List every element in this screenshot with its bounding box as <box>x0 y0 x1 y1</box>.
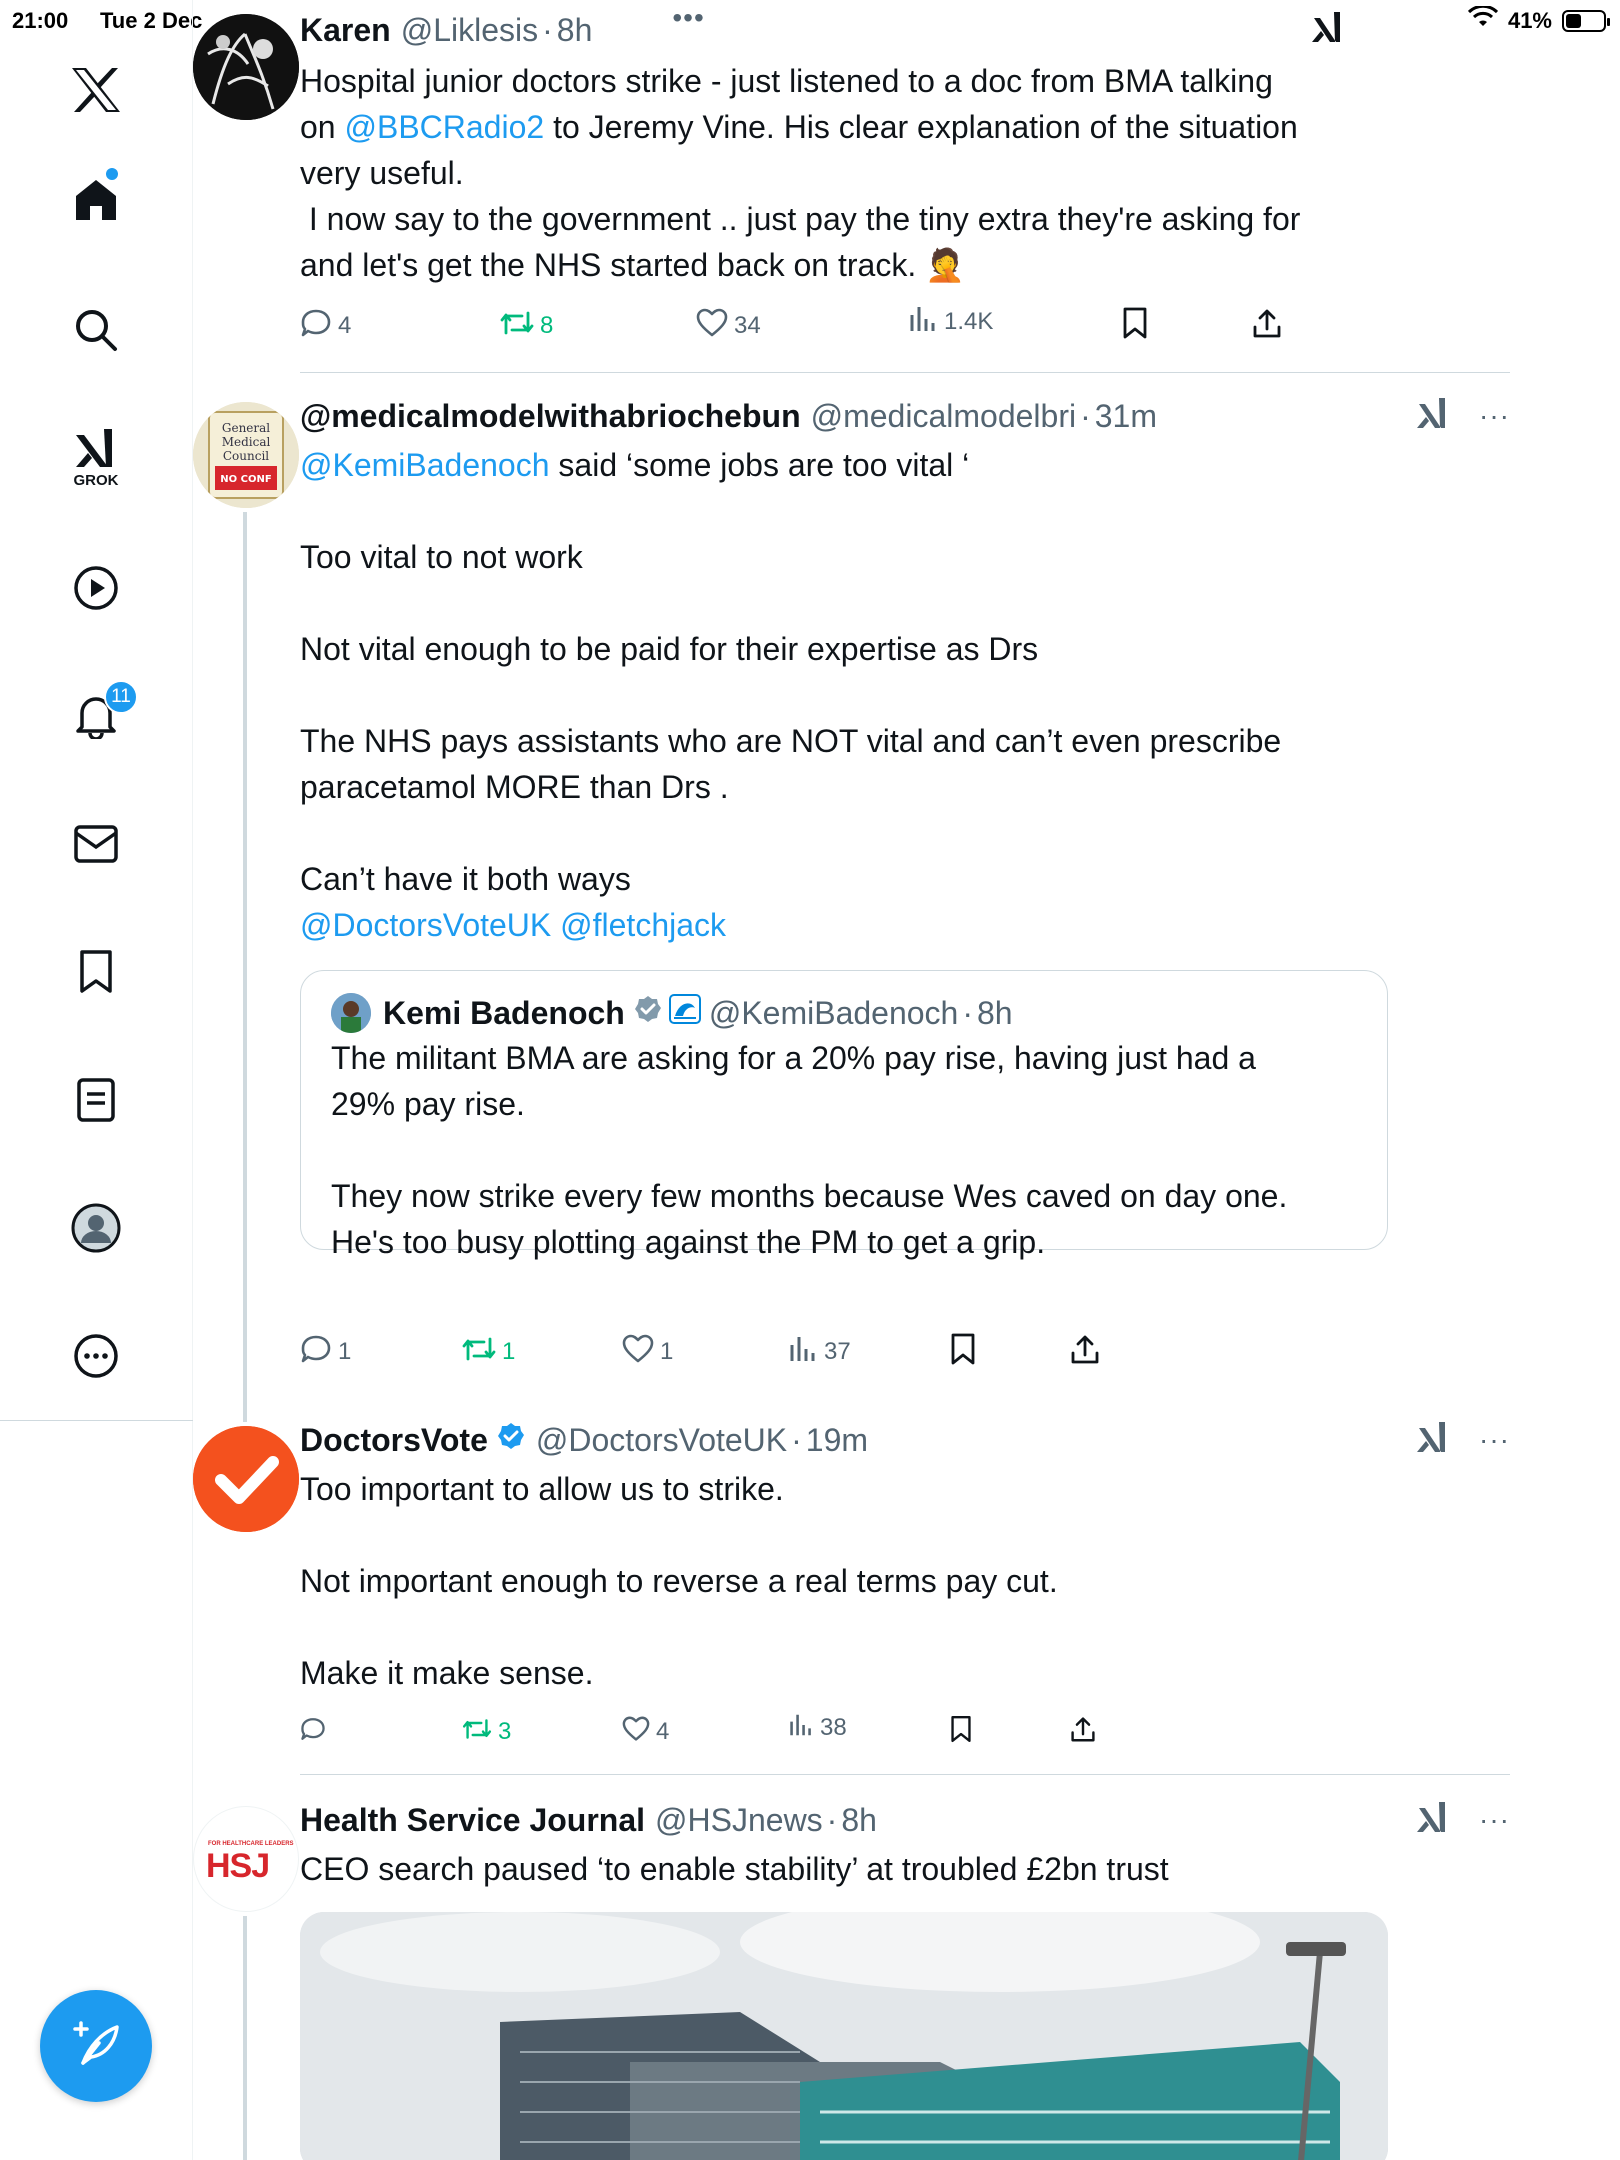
reply-count: 4 <box>338 312 352 339</box>
tweet-actions <box>300 306 1300 346</box>
compose-button[interactable] <box>40 1990 152 2102</box>
share-button[interactable] <box>1070 1712 1096 1752</box>
list-icon <box>76 1077 116 1123</box>
tweet-header: Health Service Journal @HSJnews · 8h <box>300 1801 877 1838</box>
status-time: 21:00 <box>12 8 69 33</box>
tweet-top-icons <box>1415 1420 1510 1459</box>
share-button[interactable] <box>1070 1332 1100 1372</box>
sidebar-item-more[interactable] <box>56 1316 136 1396</box>
avatar-hsj[interactable] <box>193 1806 299 1912</box>
avatar-karen[interactable] <box>193 14 299 120</box>
author-name[interactable]: @medicalmodelwithabriochebun <box>300 397 801 434</box>
svg-text:General: General <box>221 421 271 435</box>
grok-icon <box>74 427 118 469</box>
views-button[interactable] <box>788 1332 851 1372</box>
views-icon <box>788 1335 818 1370</box>
like-count: 1 <box>660 1338 674 1365</box>
video-icon <box>73 565 119 611</box>
tweet-text-a: Hospital junior doctors strike - just listened to a doc from BMA talking on <box>300 63 1273 145</box>
new-posts-dot <box>106 168 118 180</box>
quote-author-name: Kemi Badenoch <box>383 994 625 1031</box>
avatar-medicalmodel[interactable] <box>193 402 299 508</box>
hsj-tagline: FOR HEALTHCARE LEADERS <box>208 1841 294 1847</box>
tweet-divider <box>300 372 1510 373</box>
repost-icon <box>500 309 534 344</box>
tweet-time[interactable]: 8h <box>556 11 593 48</box>
mention-links[interactable]: @DoctorsVoteUK @fletchjack <box>300 907 727 943</box>
reply-icon <box>300 307 332 346</box>
more-options-icon[interactable]: ••• <box>672 2 705 33</box>
bookmark-icon <box>78 949 114 995</box>
sidebar-item-messages[interactable] <box>56 804 136 884</box>
compose-icon <box>69 2017 123 2076</box>
bookmark-button[interactable] <box>950 1332 976 1372</box>
views-button[interactable] <box>788 1708 847 1748</box>
author-name[interactable]: DoctorsVote <box>300 1421 488 1458</box>
verified-badge-icon <box>496 1421 526 1459</box>
tweet-text <box>300 442 1281 902</box>
facepalm-emoji: 🤦 <box>925 247 965 283</box>
views-icon <box>788 1713 814 1744</box>
timeline <box>193 0 1620 2160</box>
tweet-text: CEO search paused ‘to enable stability’ at troubled £2bn trust <box>300 1851 1169 1887</box>
thread-line <box>243 512 247 1422</box>
sidebar-item-profile[interactable] <box>56 1188 136 1268</box>
sidebar-item-notifications[interactable] <box>56 676 136 756</box>
repost-count: 1 <box>502 1338 516 1365</box>
reply-button[interactable] <box>300 306 351 346</box>
sidebar <box>0 0 193 2160</box>
like-button[interactable] <box>622 1712 669 1752</box>
views-count: 1.4K <box>944 308 994 335</box>
mail-icon <box>73 824 119 864</box>
quote-avatar <box>331 993 371 1033</box>
hsj-logo-text: HSJ <box>206 1847 270 1885</box>
author-name[interactable]: Health Service Journal <box>300 1801 646 1838</box>
quote-author-handle: @KemiBadenoch <box>708 994 959 1031</box>
heart-icon <box>696 308 728 345</box>
repost-count: 3 <box>498 1718 512 1745</box>
svg-text:Council: Council <box>222 449 270 463</box>
sidebar-item-search[interactable] <box>56 290 136 370</box>
grok-icon[interactable] <box>1415 396 1449 435</box>
battery-percent: 41% <box>1507 8 1552 33</box>
author-handle[interactable]: @medicalmodelbri <box>810 397 1077 434</box>
grok-icon[interactable] <box>1415 1800 1449 1839</box>
quoted-tweet[interactable] <box>300 970 1388 1260</box>
tweet-header: @medicalmodelwithabriochebun @medicalmodelbri · 31m <box>300 397 1157 434</box>
repost-count: 8 <box>540 312 554 339</box>
views-count: 38 <box>820 1714 847 1741</box>
author-handle[interactable]: @HSJnews <box>655 1801 823 1838</box>
views-button[interactable] <box>908 302 993 342</box>
tweet-time[interactable]: 8h <box>841 1801 877 1838</box>
bookmark-button[interactable] <box>1122 306 1148 346</box>
bookmark-icon <box>1122 307 1148 346</box>
views-count: 37 <box>824 1338 851 1365</box>
share-button[interactable] <box>1252 306 1282 346</box>
svg-text:NO CONF: NO CONF <box>220 474 272 485</box>
tweet-top-icons <box>1415 396 1510 435</box>
sidebar-item-home[interactable] <box>56 160 136 240</box>
bookmark-icon <box>950 1715 972 1750</box>
quote-text: The militant BMA are asking for a 20% pay rise, having just had a 29% pay rise. They now strike every few months because Wes caved on day one. He's too busy plotting against the PM to get a grip. <box>331 1040 1288 1260</box>
tweet-header: Karen @Liklesis · 8h ••• <box>300 2 705 48</box>
heart-icon <box>622 1716 650 1749</box>
repost-button[interactable] <box>500 306 553 346</box>
repost-icon <box>462 1335 496 1370</box>
sidebar-item-lists[interactable] <box>56 1060 136 1140</box>
tweet-text-a: said ‘some jobs are too vital ‘ Too vital to not work Not vital enough to be paid for their expertise as Drs The NHS pays assistants who are NOT vital and can’t even prescribe paracetamol MORE than Drs . Can’t have it both ways <box>300 447 1282 897</box>
like-count: 34 <box>734 312 761 339</box>
share-icon <box>1070 1715 1096 1750</box>
more-options-icon[interactable]: ··· <box>1479 1423 1510 1455</box>
svg-text:Medical: Medical <box>221 435 271 449</box>
tweet-header: DoctorsVote @DoctorsVoteUK · 19m <box>300 1421 869 1458</box>
like-button[interactable] <box>696 306 761 346</box>
author-handle[interactable]: @DoctorsVoteUK <box>535 1421 788 1458</box>
bookmark-button[interactable] <box>950 1712 972 1752</box>
tweet-actions <box>300 1712 1300 1752</box>
x-logo-icon[interactable] <box>56 50 136 130</box>
tweet-time[interactable]: 19m <box>805 1421 869 1458</box>
tweet-text: Too important to allow us to strike. Not important enough to reverse a real terms pay cut. Make it make sense. <box>300 1471 1058 1691</box>
like-count: 4 <box>656 1718 670 1745</box>
party-logo-icon <box>669 994 701 1032</box>
reply-icon <box>300 1333 332 1372</box>
repost-button[interactable] <box>462 1712 511 1752</box>
search-icon <box>74 308 118 352</box>
repost-icon <box>462 1717 492 1748</box>
more-options-icon[interactable]: ··· <box>1479 399 1510 431</box>
more-options-icon[interactable]: ··· <box>1479 1803 1510 1835</box>
sidebar-item-bookmarks[interactable] <box>56 932 136 1012</box>
reply-button[interactable] <box>300 1712 332 1752</box>
share-icon <box>1070 1333 1100 1372</box>
tweet-time[interactable]: 31m <box>1094 397 1157 434</box>
grok-label: GROK <box>73 472 119 489</box>
bookmark-icon <box>950 1333 976 1372</box>
sidebar-item-video[interactable] <box>56 548 136 628</box>
tweet-divider <box>300 1774 1510 1775</box>
quote-header: Kemi Badenoch @KemiBadenoch · 8h <box>331 993 1013 1033</box>
mention-link[interactable]: @KemiBadenoch <box>300 447 550 483</box>
reply-icon <box>300 1716 326 1749</box>
more-icon <box>73 1333 119 1379</box>
tweet-media-image[interactable] <box>300 1912 1388 2160</box>
verified-badge-icon <box>633 994 663 1032</box>
author-name[interactable]: Karen <box>300 11 391 48</box>
like-button[interactable] <box>622 1332 673 1372</box>
tweet-top-icons <box>1415 1800 1510 1839</box>
author-handle[interactable]: @Liklesis <box>400 11 539 48</box>
grok-icon[interactable] <box>1310 10 1344 49</box>
reply-button[interactable] <box>300 1332 351 1372</box>
status-date: Tue 2 Dec <box>100 8 203 33</box>
avatar-doctorsvote[interactable] <box>193 1426 299 1532</box>
notifications-badge: 11 <box>104 680 138 714</box>
reply-count: 1 <box>338 1338 352 1365</box>
thread-line <box>243 1916 247 2160</box>
tweet-actions <box>300 1332 1300 1372</box>
quote-time: 8h <box>977 994 1013 1031</box>
home-icon <box>73 177 119 223</box>
share-icon <box>1252 307 1282 346</box>
views-icon <box>908 305 938 340</box>
grok-icon[interactable] <box>1415 1420 1449 1459</box>
sidebar-divider <box>0 1420 193 1421</box>
tweet-text-b: to Jeremy Vine. His clear explanation of the situation very useful. I now say to the government .. just pay the tiny extra they're asking for and let's get the NHS started back on track. <box>300 109 1301 283</box>
heart-icon <box>622 1334 654 1371</box>
tweet-text <box>300 58 1300 288</box>
repost-button[interactable] <box>462 1332 515 1372</box>
profile-icon <box>71 1203 121 1253</box>
mention-link[interactable]: @BBCRadio2 <box>344 109 545 145</box>
sidebar-item-grok[interactable] <box>56 420 136 500</box>
